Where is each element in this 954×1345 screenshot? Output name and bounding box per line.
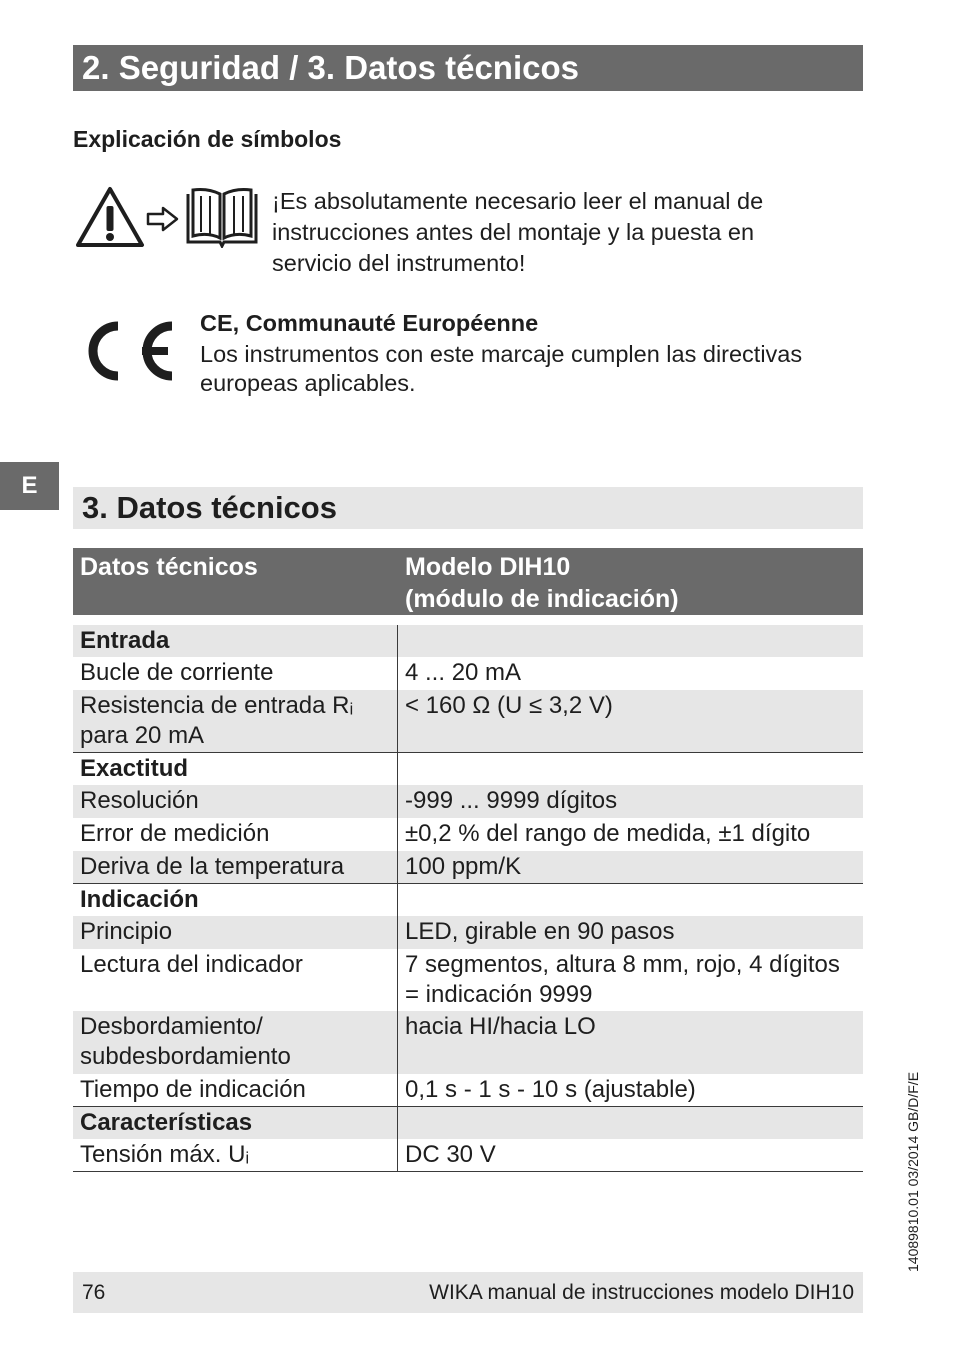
row-label: Tensión máx. Uᵢ [80, 1141, 250, 1168]
section-title-bar [73, 45, 863, 91]
ce-mark-icon [80, 318, 176, 384]
table-row [73, 1011, 863, 1074]
row-value: 100 ppm/K [405, 853, 522, 880]
table-header-col2-line1: Modelo DIH10 [405, 553, 571, 581]
row-label: Lectura del indicador [80, 951, 303, 978]
table-row [73, 818, 863, 851]
row-label: Deriva de la temperatura [80, 853, 345, 880]
warning-text: ¡Es absolutamente necesario leer el manual de instrucciones antes del montaje y la puesta en servicio del instrumento! [272, 188, 764, 276]
row-label: Desbordamiento/ subdesbordamiento [80, 1013, 291, 1070]
row-label: Resistencia de entrada Rᵢ para 20 mA [80, 692, 354, 749]
footer-text: WIKA manual de instrucciones modelo DIH10 [429, 1281, 854, 1304]
symbols-heading: Explicación de símbolos [73, 126, 342, 152]
row-value: < 160 Ω (U ≤ 3,2 V) [405, 692, 613, 719]
table-group-row [73, 1106, 863, 1139]
table-group-row [73, 752, 863, 785]
row-label: Tiempo de indicación [80, 1076, 306, 1103]
document-code: 14089810.01 03/2014 GB/D/F/E [905, 1071, 921, 1272]
row-value: ±0,2 % del rango de medida, ±1 dígito [405, 820, 811, 847]
page-number: 76 [82, 1281, 106, 1304]
language-tab: E [0, 462, 59, 510]
row-value: 4 ... 20 mA [405, 659, 522, 686]
group-label: Indicación [80, 886, 199, 913]
table-group-row [73, 883, 863, 916]
table-header [73, 548, 863, 615]
row-value: LED, girable en 90 pasos [405, 918, 675, 945]
page-title: 2. Seguridad / 3. Datos técnicos [82, 49, 579, 86]
section-heading-text: 3. Datos técnicos [82, 490, 337, 525]
table-row [73, 1139, 863, 1171]
row-label: Resolución [80, 787, 199, 814]
group-label: Exactitud [80, 755, 189, 782]
ce-description: Los instrumentos con este marcaje cumplen las directivas europeas aplicables. [200, 341, 803, 396]
table-row [73, 851, 863, 883]
row-value: 7 segmentos, altura 8 mm, rojo, 4 dígitos = indicación 9999 [405, 951, 840, 1008]
table-row [73, 690, 863, 752]
page-footer [73, 1272, 863, 1313]
row-label: Bucle de corriente [80, 659, 274, 686]
manual-book-icon [184, 186, 260, 248]
table-bottom-rule [73, 1171, 863, 1172]
table-row [73, 916, 863, 949]
arrow-right-icon [145, 206, 181, 232]
table-header-col2 [405, 551, 855, 615]
table-row [73, 1074, 863, 1106]
table-row [73, 657, 863, 690]
ce-title: CE, Communauté Européenne [200, 310, 539, 336]
row-label: Principio [80, 918, 173, 945]
table-column-divider [397, 625, 398, 1172]
row-label: Error de medición [80, 820, 270, 847]
table-header-col2-line2: (módulo de indicación) [405, 585, 679, 613]
row-value: -999 ... 9999 dígitos [405, 787, 618, 814]
table-group-row [73, 625, 863, 657]
row-value: DC 30 V [405, 1141, 496, 1168]
warning-icon [75, 186, 145, 248]
section-heading [73, 487, 863, 529]
table-header-col1: Datos técnicos [80, 553, 258, 581]
group-label: Características [80, 1109, 253, 1136]
row-value: hacia HI/hacia LO [405, 1013, 596, 1040]
group-label: Entrada [80, 627, 170, 654]
table-row [73, 949, 863, 1011]
table-row [73, 785, 863, 818]
row-value: 0,1 s - 1 s - 10 s (ajustable) [405, 1076, 696, 1103]
